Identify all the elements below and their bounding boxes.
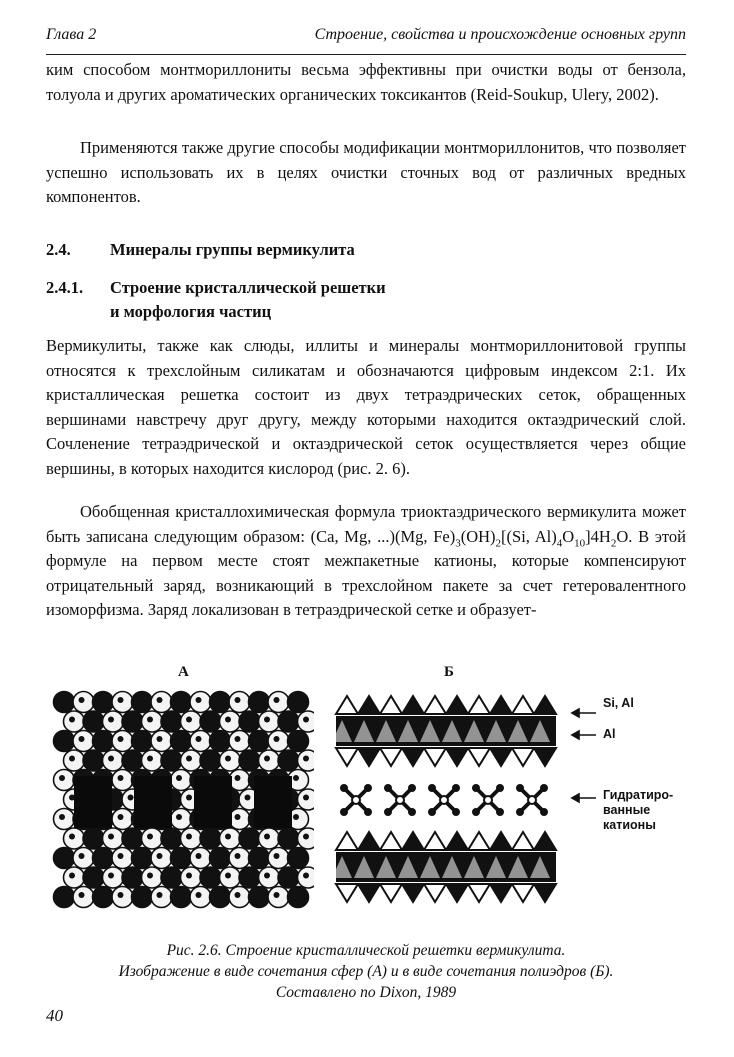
label-hydrated-cations: Гидратиро- ванные катионы xyxy=(603,788,674,832)
label-si-al: Si, Al xyxy=(603,696,634,710)
section-heading xyxy=(46,240,355,260)
section-number: 2.4. xyxy=(46,240,71,259)
section-title: Минералы группы вермикулита xyxy=(110,240,355,259)
chapter-label: Глава 2 xyxy=(46,26,97,43)
page-number: 40 xyxy=(46,1006,63,1025)
paragraph-1: ким способом монтмориллониты весьма эффективны при очистки воды от бензола, толуола и других ароматических органических токсикантов (Reid-Soukup, Ulery, 2002). xyxy=(46,60,686,104)
caption-line-3: Составлено по Dixon, 1989 xyxy=(275,984,457,1001)
subsection-heading xyxy=(46,278,386,298)
subsection-number: 2.4.1. xyxy=(46,278,84,297)
annotation-arrows xyxy=(570,700,600,840)
caption-line-2: Изображение в виде сочетания сфер (А) и в виде сочетания полиэдров (Б). xyxy=(118,963,614,980)
header-divider xyxy=(46,54,686,55)
paragraph-4: Обобщенная кристаллохимическая формула триоктаэдрического вермикулита может быть записана следующим образом: (Ca, Mg, ...)(Mg, $Fe)_3(OH)_2[(Si$, $Al)_4O_{10}]4H_2O$. В этой формуле на первом месте стоят межпакетные катионы, которые компенсируют отрицательный заряд, возникающий в трехслойном пакете за счет гетеровалентного изоморфизма. Заряд локализован в тетраэдрической сетке и образует- xyxy=(46,502,686,619)
label-al: Al xyxy=(603,727,616,741)
polyhedra-model-illustration xyxy=(330,692,565,924)
paragraph-3: Вермикулиты, также как слюды, иллиты и минералы монтмориллонитовой группы относятся к трехслойным силикатам и обозначаются цифровым индексом 2:1. Их кристаллическая решетка состоит из двух тетраэдрических сеток, обращенных вершинами навстречу друг другу, между которыми находится октаэдрический слой. Сочленение тетраэдрической и октаэдрической сеток осуществляется через общие вершины, в которых находится кислород (рис. 2. 6). xyxy=(46,336,686,478)
subsection-title-line2: и морфология частиц xyxy=(110,302,272,321)
figure-label-b: Б xyxy=(444,664,454,680)
caption-line-1: Рис. 2.6. Строение кристаллической решетки вермикулита. xyxy=(166,942,566,959)
running-header xyxy=(46,26,686,44)
figure-label-a: А xyxy=(178,664,189,680)
sphere-model-illustration xyxy=(52,690,314,922)
paragraph-2: Применяются также другие способы модификации монтмориллонитов, что позволяет успешно использовать их в целях очистки сточных вод от различных вредных компонентов. xyxy=(46,138,686,206)
figure-caption xyxy=(46,940,686,1003)
subsection-title-line1: Строение кристаллической решетки xyxy=(110,278,386,297)
running-title: Строение, свойства и происхождение основных групп xyxy=(314,26,686,43)
